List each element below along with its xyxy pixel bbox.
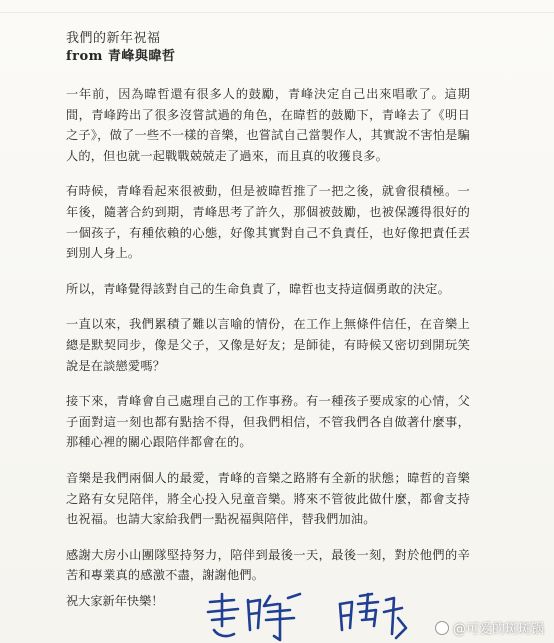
signature-weizhe [336, 590, 416, 643]
paper-fold-line [0, 12, 554, 13]
letter-body [66, 84, 470, 601]
paragraph-4: 一直以來，我們累積了難以言喻的情份，在工作上無條件信任，在音樂上總是默契同步，像是父子，又像是好友；是師徒，有時候又密切到開玩笑說是在談戀愛嗎？ [66, 317, 470, 373]
paragraph-7: 感謝大房小山團隊堅持努力，陪伴到最後一天，最後一刻，對於他們的辛苦和專業真的感激不盡，謝謝他們。 [66, 547, 470, 583]
paragraph-3: 所以，青峰覺得該對自己的生命負責了，暐哲也支持這個勇敢的決定。 [66, 281, 451, 296]
letter-closing: 祝大家新年快樂！ [66, 594, 164, 608]
paragraph-2: 有時候，青峰看起來很被動，但是被暐哲推了一把之後，就會很積極。一年後，隨著合約到期，青峰思考了許久，那個被鼓勵，也被保護得很好的一個孩子，有種依賴的心態，好像其實對自己不負責任，也好像把責任丟到別人身上。 [66, 184, 470, 261]
letter-from: from 青峰與暐哲 [66, 49, 176, 64]
letter-header [66, 30, 175, 66]
watermark-text: @可爱的斑斑锅 [452, 622, 544, 637]
paragraph-5: 接下來，青峰會自己處理自己的工作事務。有一種孩子要成家的心情，父子面對這一刻也都有點捨不得，但我們相信，不管我們各自做著什麼事，那種心裡的關心跟陪伴都會在的。 [66, 394, 470, 450]
signature-qingfeng [204, 590, 324, 643]
paragraph-6: 音樂是我們兩個人的最愛，青峰的音樂之路將有全新的狀態；暐哲的音樂之路有女兒陪伴，將全心投入兒童音樂。將來不管彼此做什麼，都會支持也祝福。也請大家給我們一點祝福與陪伴，替我們加油。 [66, 470, 470, 527]
watermark-logo-icon [435, 621, 449, 635]
watermark [435, 618, 544, 637]
paragraph-1: 一年前，因為暐哲還有很多人的鼓勵，青峰決定自己出來唱歌了。這期間，青峰跨出了很多沒嘗試過的角色，在暐哲的鼓勵下，青峰去了《明日之子》，做了一些不一樣的音樂，也嘗試自己當製作人，其實說不害怕是騙人的，但也就一起戰戰兢兢走了過來，而且真的收獲良多。 [66, 87, 470, 163]
letter-title: 我們的新年祝福 [66, 31, 161, 46]
